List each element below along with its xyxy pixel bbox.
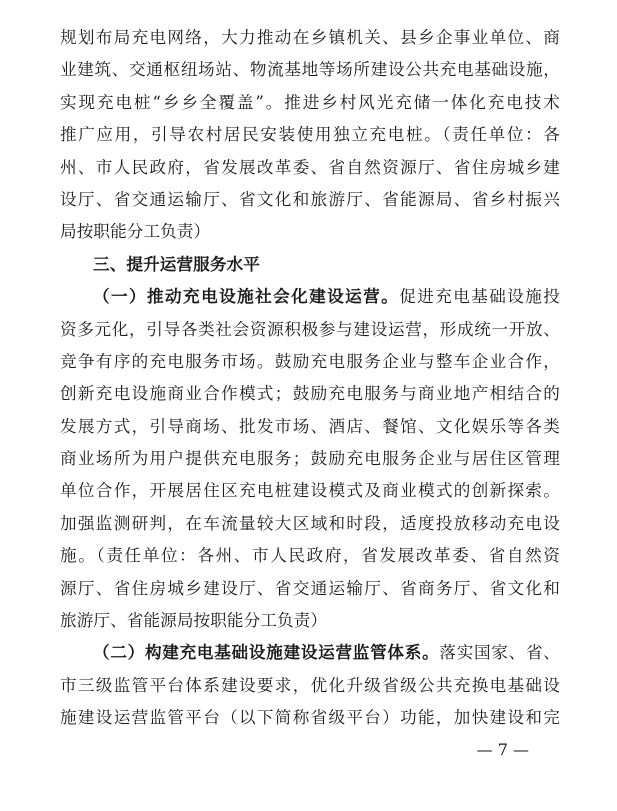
text-line: 商业场所为用户提供充电服务；鼓励充电服务企业与居住区管理 [60,449,560,469]
text-line: 加强监测研判，在车流量较大区域和时段，适度投放移动充电设 [60,513,560,533]
text-line: 业建筑、交通枢纽场站、物流基地等场所建设公共充电基础设施， [60,60,560,80]
text-line: 单位合作，开展居住区充电桩建设模式及商业模式的创新探索。 [60,481,560,501]
text-line: 施建设运营监管平台（以下简称省级平台）功能，加快建设和完 [60,708,560,728]
text-line: 设厅、省交通运输厅、省文化和旅游厅、省能源局、省乡村振兴 [60,189,560,209]
text-line: 市三级监管平台体系建设要求，优化升级省级公共充换电基础设 [60,675,560,695]
text-line: 旅游厅、省能源局按职能分工负责） [60,611,328,631]
text-line: 源厅、省住房城乡建设厅、省交通运输厅、省商务厅、省文化和 [60,578,560,598]
text-line: 竞争有序的充电服务市场。鼓励充电服务企业与整车企业合作， [60,351,560,371]
text-line: 州、市人民政府，省发展改革委、省自然资源厅、省住房城乡建 [60,157,560,177]
document-page [60,22,560,735]
text-line: 创新充电设施商业合作模式；鼓励充电服务与商业地产相结合的 [60,384,560,404]
text-line [60,281,560,313]
text-line: 局按职能分工负责） [60,222,211,242]
paragraph-rural-charging [60,22,560,249]
page-number: — 7 — [476,740,529,759]
text-line: 施。（责任单位：各州、市人民政府，省发展改革委、省自然资 [60,546,560,566]
text-line: 发展方式，引导商场、批发市场、酒店、餐馆、文化娱乐等各类 [60,416,560,436]
subsection-title: （一）推动充电设施社会化建设运营。 [93,287,400,307]
subsection-title: （二）构建充电基础设施建设运营监管体系。 [93,643,440,663]
text-line [60,637,560,669]
paragraph-supervision-system [60,637,560,734]
text-run: 促进充电基础设施投 [399,287,560,307]
section-heading: 三、提升运营服务水平 [93,254,260,274]
text-line: 资多元化，引导各类社会资源积极参与建设运营，形成统一开放、 [60,319,560,339]
text-line: 推广应用，引导农村居民安装使用独立充电桩。（责任单位：各 [60,125,560,145]
text-line: 实现充电桩“乡乡全覆盖”。推进乡村风光充储一体化充电技术 [60,92,560,112]
text-run: 落实国家、省、 [439,643,560,663]
text-line: 规划布局充电网络，大力推动在乡镇机关、县乡企事业单位、商 [60,28,560,47]
paragraph-socialized-operation [60,281,560,637]
